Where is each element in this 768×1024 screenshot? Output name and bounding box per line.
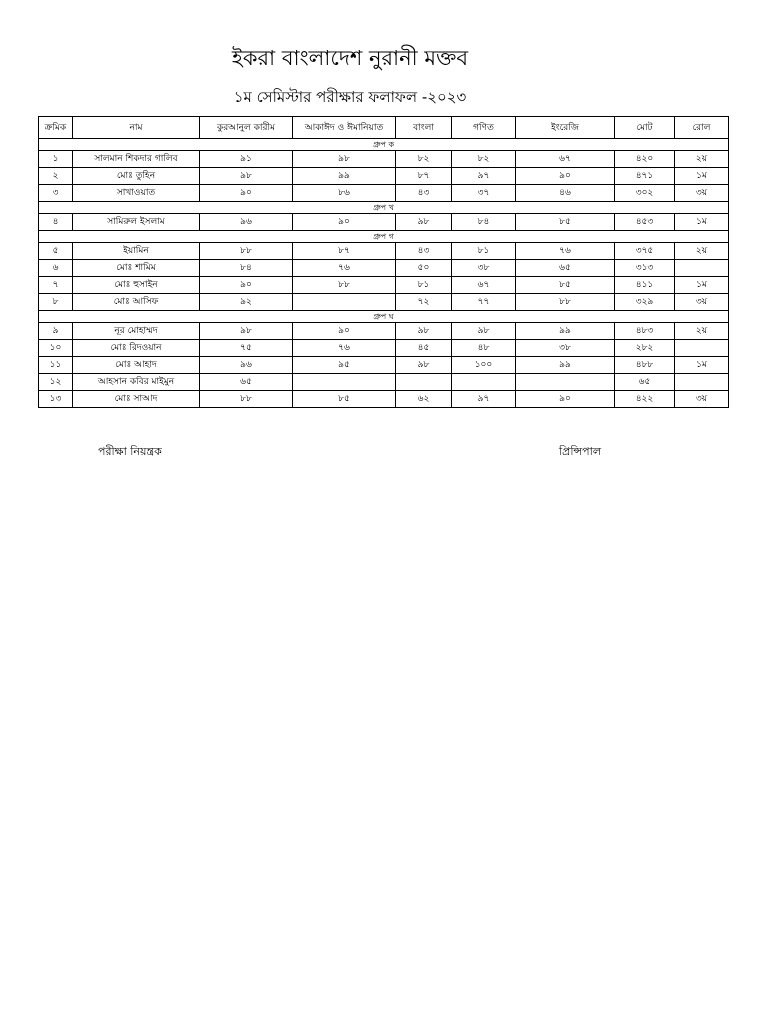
cell-bangla: ৬২ bbox=[396, 391, 452, 408]
table-row bbox=[39, 243, 729, 260]
cell-position: ৩য় bbox=[675, 391, 729, 408]
cell-english: ৯০ bbox=[516, 391, 615, 408]
cell-position: ২য় bbox=[675, 323, 729, 340]
cell-math: ১০০ bbox=[452, 357, 516, 374]
table-row bbox=[39, 391, 729, 408]
signature-principal: প্রিন্সিপাল bbox=[559, 445, 602, 458]
cell-aqaid: ৮৮ bbox=[293, 277, 396, 294]
group-header-row bbox=[39, 311, 729, 323]
cell-aqaid: ৯৯ bbox=[293, 168, 396, 185]
cell-aqaid bbox=[293, 294, 396, 311]
cell-aqaid: ৮৫ bbox=[293, 391, 396, 408]
cell-position: ৩য় bbox=[675, 294, 729, 311]
table-row bbox=[39, 185, 729, 202]
cell-aqaid: ৭৬ bbox=[293, 340, 396, 357]
cell-bangla: ৮২ bbox=[396, 151, 452, 168]
cell-serial: ৯ bbox=[39, 323, 73, 340]
cell-total: ৪২০ bbox=[615, 151, 675, 168]
cell-aqaid: ৯০ bbox=[293, 323, 396, 340]
cell-aqaid bbox=[293, 374, 396, 391]
cell-quran: ৮৮ bbox=[200, 243, 293, 260]
cell-aqaid: ৯০ bbox=[293, 214, 396, 231]
cell-serial: ৭ bbox=[39, 277, 73, 294]
cell-math: ৮২ bbox=[452, 151, 516, 168]
cell-serial: ৫ bbox=[39, 243, 73, 260]
group-label: গ্রুপ ক bbox=[39, 139, 729, 151]
cell-quran: ৮৮ bbox=[200, 391, 293, 408]
cell-aqaid: ৯৫ bbox=[293, 357, 396, 374]
cell-total: ৪৮৮ bbox=[615, 357, 675, 374]
cell-bangla: ৪৫ bbox=[396, 340, 452, 357]
cell-bangla: ৯৮ bbox=[396, 214, 452, 231]
cell-math: ৪৮ bbox=[452, 340, 516, 357]
cell-position bbox=[675, 340, 729, 357]
cell-english: ৯৯ bbox=[516, 323, 615, 340]
cell-english: ৮৫ bbox=[516, 277, 615, 294]
table-row bbox=[39, 277, 729, 294]
cell-aqaid: ৭৬ bbox=[293, 260, 396, 277]
cell-english: ৯০ bbox=[516, 168, 615, 185]
header-math: গণিত bbox=[452, 117, 516, 139]
cell-bangla: ৯৮ bbox=[396, 323, 452, 340]
cell-position bbox=[675, 374, 729, 391]
cell-quran: ৭৫ bbox=[200, 340, 293, 357]
cell-aqaid: ৯৮ bbox=[293, 151, 396, 168]
cell-serial: ৪ bbox=[39, 214, 73, 231]
cell-serial: ২ bbox=[39, 168, 73, 185]
cell-name: মোঃ সাআদ bbox=[73, 391, 200, 408]
cell-math: ৯৮ bbox=[452, 323, 516, 340]
cell-english: ৩৮ bbox=[516, 340, 615, 357]
cell-total: ৪৮৩ bbox=[615, 323, 675, 340]
cell-aqaid: ৮৬ bbox=[293, 185, 396, 202]
cell-name: মোঃ রিদওয়ান bbox=[73, 340, 200, 357]
header-aqaid: আকাঈদ ও ঈমানিয়াত bbox=[293, 117, 396, 139]
cell-bangla: ৪৩ bbox=[396, 243, 452, 260]
cell-bangla: ৫০ bbox=[396, 260, 452, 277]
cell-total: ৪১১ bbox=[615, 277, 675, 294]
table-row bbox=[39, 340, 729, 357]
cell-total: ৩০২ bbox=[615, 185, 675, 202]
group-header-row bbox=[39, 202, 729, 214]
header-quran: কুরআনুল কারীম bbox=[200, 117, 293, 139]
group-label: গ্রুপ ঘ bbox=[39, 311, 729, 323]
cell-total: ২৮২ bbox=[615, 340, 675, 357]
cell-math: ৬৭ bbox=[452, 277, 516, 294]
cell-quran: ৯৬ bbox=[200, 357, 293, 374]
cell-serial: ১১ bbox=[39, 357, 73, 374]
header-serial: ক্রমিক bbox=[39, 117, 73, 139]
header-name: নাম bbox=[73, 117, 200, 139]
header-english: ইংরেজি bbox=[516, 117, 615, 139]
table-body bbox=[39, 139, 729, 408]
cell-quran: ৯৬ bbox=[200, 214, 293, 231]
cell-math: ৯৭ bbox=[452, 391, 516, 408]
group-header-row bbox=[39, 231, 729, 243]
cell-position: ১ম bbox=[675, 214, 729, 231]
cell-english: ৭৬ bbox=[516, 243, 615, 260]
cell-total: ৩৭৫ bbox=[615, 243, 675, 260]
table-row bbox=[39, 168, 729, 185]
header-position: রোল bbox=[675, 117, 729, 139]
cell-quran: ৯০ bbox=[200, 185, 293, 202]
group-label: গ্রুপ গ bbox=[39, 231, 729, 243]
cell-name: মোঃ হুসাইন bbox=[73, 277, 200, 294]
cell-name: নূর মোহাম্মদ bbox=[73, 323, 200, 340]
cell-total: ৪৭১ bbox=[615, 168, 675, 185]
results-table bbox=[38, 116, 729, 408]
signature-exam-controller: পরীক্ষা নিয়ন্ত্রক bbox=[98, 445, 162, 458]
cell-name: ইয়ামিন bbox=[73, 243, 200, 260]
cell-english: ৮৫ bbox=[516, 214, 615, 231]
cell-serial: ১০ bbox=[39, 340, 73, 357]
cell-bangla: ৮৭ bbox=[396, 168, 452, 185]
cell-quran: ৯০ bbox=[200, 277, 293, 294]
cell-english: ৯৯ bbox=[516, 357, 615, 374]
cell-quran: ৬৫ bbox=[200, 374, 293, 391]
cell-serial: ১ bbox=[39, 151, 73, 168]
cell-bangla: ৭২ bbox=[396, 294, 452, 311]
cell-serial: ৩ bbox=[39, 185, 73, 202]
cell-serial: ৮ bbox=[39, 294, 73, 311]
cell-serial: ৬ bbox=[39, 260, 73, 277]
group-label: গ্রুপ খ bbox=[39, 202, 729, 214]
cell-name: সাখাওয়াত bbox=[73, 185, 200, 202]
cell-total: ৬৫ bbox=[615, 374, 675, 391]
cell-serial: ১৩ bbox=[39, 391, 73, 408]
cell-aqaid: ৮৭ bbox=[293, 243, 396, 260]
cell-position: ১ম bbox=[675, 277, 729, 294]
cell-name: মোঃ শামিম bbox=[73, 260, 200, 277]
cell-english: ৬৫ bbox=[516, 260, 615, 277]
cell-position: ২য় bbox=[675, 243, 729, 260]
cell-total: ৩১৩ bbox=[615, 260, 675, 277]
cell-quran: ৯২ bbox=[200, 294, 293, 311]
cell-bangla: ৮১ bbox=[396, 277, 452, 294]
cell-position: ১ম bbox=[675, 168, 729, 185]
cell-quran: ৮৪ bbox=[200, 260, 293, 277]
table-row bbox=[39, 214, 729, 231]
cell-english bbox=[516, 374, 615, 391]
cell-bangla bbox=[396, 374, 452, 391]
table-row bbox=[39, 260, 729, 277]
table-row bbox=[39, 323, 729, 340]
cell-math: ৩৭ bbox=[452, 185, 516, 202]
cell-math bbox=[452, 374, 516, 391]
cell-quran: ৯১ bbox=[200, 151, 293, 168]
cell-english: ৪৬ bbox=[516, 185, 615, 202]
cell-position: ৩য় bbox=[675, 185, 729, 202]
table-row bbox=[39, 151, 729, 168]
cell-quran: ৯৮ bbox=[200, 168, 293, 185]
cell-position: ১ম bbox=[675, 357, 729, 374]
cell-math: ৩৮ bbox=[452, 260, 516, 277]
cell-position bbox=[675, 260, 729, 277]
header-bangla: বাংলা bbox=[396, 117, 452, 139]
cell-math: ৯৭ bbox=[452, 168, 516, 185]
cell-english: ৮৮ bbox=[516, 294, 615, 311]
page-subtitle: ১ম সেমিস্টার পরীক্ষার ফলাফল -২০২৩ bbox=[233, 88, 467, 106]
cell-total: ৩২৯ bbox=[615, 294, 675, 311]
cell-english: ৬৭ bbox=[516, 151, 615, 168]
header-total: মোট bbox=[615, 117, 675, 139]
table-header-row bbox=[39, 117, 729, 139]
cell-name: সালমান শিকদার গালিব bbox=[73, 151, 200, 168]
table-row bbox=[39, 357, 729, 374]
group-header-row bbox=[39, 139, 729, 151]
cell-name: সামিরুল ইসলাম bbox=[73, 214, 200, 231]
cell-math: ৮১ bbox=[452, 243, 516, 260]
cell-serial: ১২ bbox=[39, 374, 73, 391]
table-row bbox=[39, 294, 729, 311]
cell-math: ৭৭ bbox=[452, 294, 516, 311]
cell-total: ৪২২ bbox=[615, 391, 675, 408]
cell-total: ৪৫৩ bbox=[615, 214, 675, 231]
cell-name: মোঃ তুহিন bbox=[73, 168, 200, 185]
cell-position: ২য় bbox=[675, 151, 729, 168]
cell-quran: ৯৮ bbox=[200, 323, 293, 340]
table-row bbox=[39, 374, 729, 391]
cell-name: মোঃ আসিফ bbox=[73, 294, 200, 311]
cell-bangla: ৯৮ bbox=[396, 357, 452, 374]
page-title: ইকরা বাংলাদেশ নুরানী মক্তব bbox=[231, 46, 469, 70]
cell-bangla: ৪৩ bbox=[396, 185, 452, 202]
cell-math: ৮৪ bbox=[452, 214, 516, 231]
cell-name: মোঃ আহাদ bbox=[73, 357, 200, 374]
cell-name: আহসান কবির মাইমুন bbox=[73, 374, 200, 391]
